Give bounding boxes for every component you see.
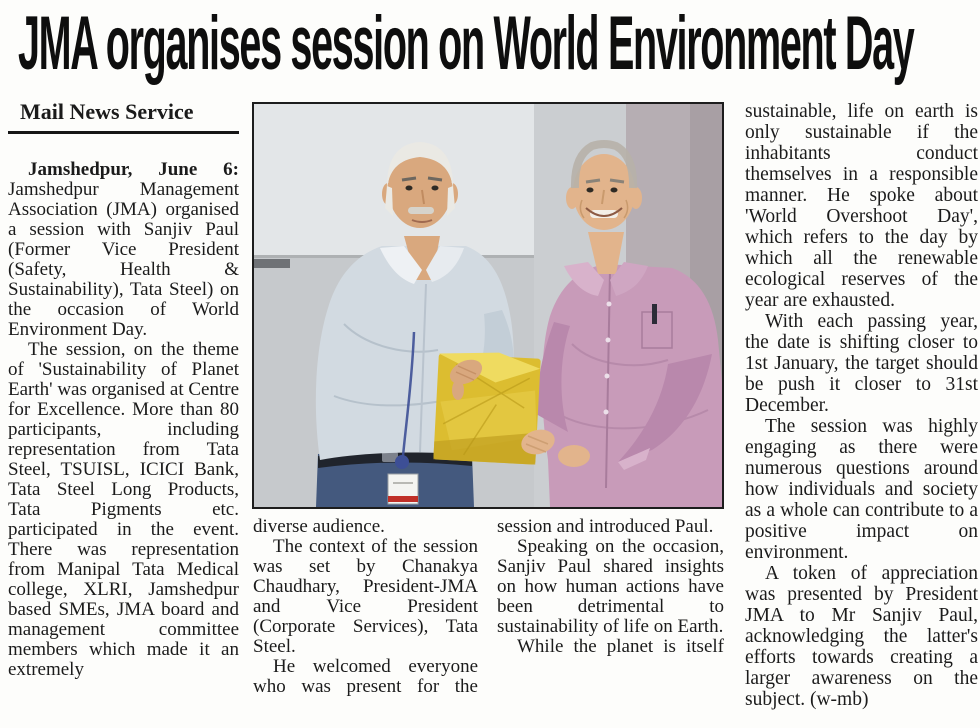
news-service-kicker: Mail News Service bbox=[8, 100, 239, 134]
paragraph: A token of appreciation was presented by President JMA to Mr Sanjiv Paul, acknowledging the latter's efforts towards creating a larger awareness on the subject. (w-mb) bbox=[745, 563, 978, 710]
dateline: Jamshedpur, June 6: bbox=[28, 159, 239, 180]
column-right bbox=[745, 101, 978, 710]
left-man-mustache bbox=[408, 207, 434, 214]
article-headline bbox=[18, 0, 978, 88]
article-headline-text: JMA organises session on World Environment Day bbox=[18, 1, 914, 86]
right-man-eyebrow bbox=[610, 180, 624, 182]
right-man-eye bbox=[587, 188, 594, 193]
right-man-eyebrow bbox=[586, 180, 600, 182]
photo-illustration bbox=[254, 104, 722, 507]
id-badge-line bbox=[393, 482, 413, 484]
paragraph: sustainable, life on earth is only sustainable if the inhabitants conduct themselves in a responsible manner. He spoke about 'World Overshoot Day', which refers to the day by which all the renewable ecological reserves of the year are exhausted. bbox=[745, 101, 978, 311]
shirt-button bbox=[605, 374, 610, 379]
paragraph: While the planet is itself bbox=[517, 636, 724, 657]
column-mid-left bbox=[253, 517, 478, 697]
left-man-eye bbox=[432, 186, 439, 191]
left-man-eyebrow bbox=[402, 178, 416, 180]
paragraph: With each passing year, the date is shifting closer to 1st January, the target should be push it closer to 31st December. bbox=[745, 311, 978, 416]
paragraph: He welcomed everyone who was present for the bbox=[253, 656, 478, 697]
paragraph: diverse audience. bbox=[253, 516, 385, 537]
left-man-eyebrow bbox=[428, 178, 442, 180]
paragraph-text: Jamshedpur Management Association (JMA) organised a session with Sanjiv Paul (Former Vice President (Safety, Health & Sustainability), Tata Steel) on the occasion of World Environment Day. bbox=[8, 179, 239, 340]
paragraph: session and introduced Paul. bbox=[497, 516, 714, 537]
paragraph bbox=[8, 160, 239, 340]
left-man-thumb bbox=[452, 380, 464, 400]
column-left bbox=[8, 100, 239, 680]
badge-reel bbox=[395, 455, 409, 469]
article-photo bbox=[252, 102, 724, 509]
pocket-pen bbox=[652, 304, 657, 324]
paragraph: Speaking on the occasion, Sanjiv Paul shared insights on how human actions have been detrimental to sustainability of life on Earth. bbox=[497, 536, 724, 637]
right-man-hand bbox=[558, 445, 590, 467]
column-mid-right bbox=[497, 517, 724, 657]
shirt-button bbox=[607, 302, 612, 307]
right-man-eye bbox=[611, 188, 618, 193]
id-badge-stripe bbox=[388, 496, 418, 502]
paragraph: The context of the session was set by Chanakya Chaudhary, President-JMA and Vice President (Corporate Services), Tata Steel. bbox=[253, 536, 478, 657]
shirt-button bbox=[604, 410, 609, 415]
paragraph: The session, on the theme of 'Sustainability of Planet Earth' was organised at Centre for Excellence. More than 80 participants, including representation from Tata Steel, TSUISL, ICICI Bank, Tata Steel Long Products, Tata Pigments etc. participated in the event. There was representation from Manipal Tata Medical college, XLRI, Jamshedpur based SMEs, JMA board and management committee members which made it an extremely bbox=[8, 339, 239, 680]
shirt-button bbox=[606, 338, 611, 343]
left-man-eye bbox=[406, 186, 413, 191]
table-edge bbox=[254, 259, 290, 268]
paragraph: The session was highly engaging as there were numerous questions around how individuals and society as a whole can contribute to a positive impact on environment. bbox=[745, 416, 978, 563]
